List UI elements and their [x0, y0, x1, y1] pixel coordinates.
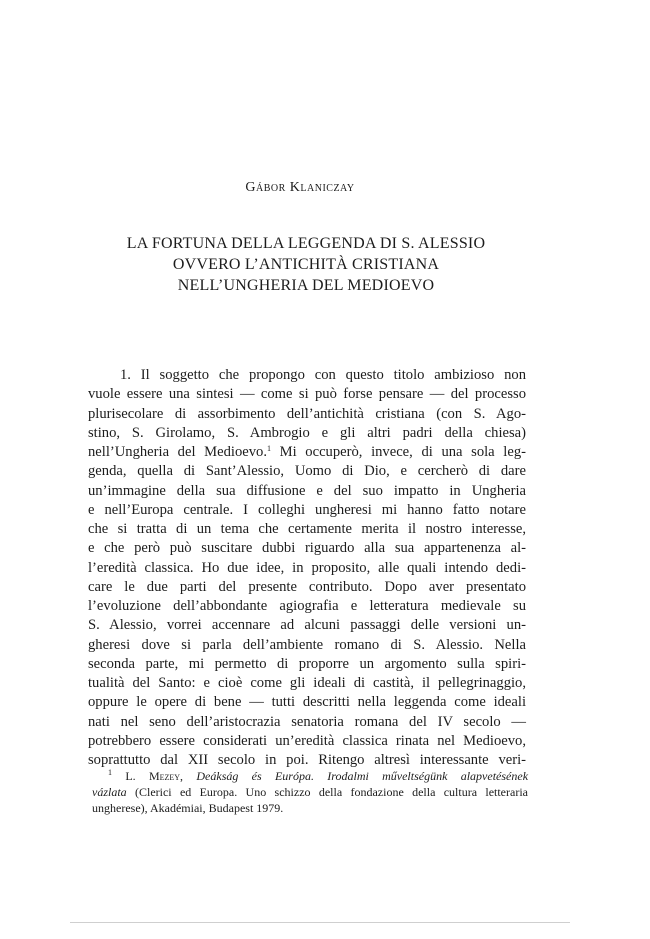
article-title [0, 233, 612, 296]
title-line: OVVERO L’ANTICHITÀ CRISTIANA [172, 256, 440, 273]
body-line: seconda parte, mi permetto di proporre un argomento sulla spiri- [88, 655, 526, 672]
body-line: nati nel seno dell’aristocrazia senatoria romana del IV secolo — [88, 713, 526, 730]
footnote-work-title: Deákság és Európa. Irodalmi műveltségünk alapvetésének [196, 769, 529, 783]
footnote-line [92, 768, 528, 784]
body-line: gheresi dove si parla dell’ambiente romano di S. Alessio. Nella [88, 636, 526, 653]
footnote-marker: 1 [266, 444, 271, 453]
footnote [92, 768, 528, 816]
body-line-start: nell’Ungheria del Medioevo. [88, 444, 267, 460]
author-name: Gábor Klaniczay [245, 180, 355, 195]
body-line: l’eredità classica. Ho due idee, in proposito, alle quali intendo dedi- [88, 559, 526, 576]
body-paragraph [88, 366, 526, 770]
footnote-line [92, 784, 528, 800]
footnote-number: 1 [108, 768, 112, 777]
body-line: genda, quella di Sant’Alessio, Uomo di Dio, e cercherò di dare [88, 463, 526, 480]
body-line: plurisecolare di assorbimento dell’antichità cristiana (con S. Ago- [88, 405, 526, 422]
footnote-author: L. Mezey, [125, 769, 184, 783]
body-line: potrebbero essere considerati un’eredità classica rinata nel Medioevo, [88, 732, 526, 749]
body-line: e che però può suscitare dubbi riguardo alla sua appartenenza al- [88, 540, 526, 557]
body-line: stino, S. Girolamo, S. Ambrogio e gli altri padri della chiesa) [88, 424, 526, 441]
footnote-line: ungherese), Akadémiai, Budapest 1979. [92, 801, 284, 815]
body-line [88, 443, 526, 462]
body-line-end: Mi occuperò, invece, di una sola leg- [270, 444, 526, 460]
body-line: soprattutto dal XII secolo in poi. Ritengo altresì interessante veri- [88, 752, 526, 768]
body-line: care le due parti del presente contributo. Dopo aver presentato [88, 578, 526, 595]
bottom-scan-edge [70, 922, 570, 923]
body-line: S. Alessio, vorrei accennare ad alcuni passaggi delle versioni un- [88, 617, 526, 634]
footnote-work-title-end: vázlata [92, 785, 127, 799]
body-line: vuole essere una sintesi — come si può forse pensare — del processo [88, 386, 526, 403]
title-line: LA FORTUNA DELLA LEGGENDA DI S. ALESSIO [126, 235, 486, 252]
body-line: l’evoluzione dell’abbondante agiografia e letteratura medievale su [88, 598, 526, 614]
footnote-translation: (Clerici ed Europa. Uno schizzo della fondazione della cultura letteraria [126, 785, 528, 799]
body-line: tualità del Santo: e cioè come gli ideali di castità, il pellegrinaggio, [88, 675, 526, 691]
body-line: che si tratta di un tema che certamente merita il nostro interesse, [88, 521, 526, 537]
title-line: NELL’UNGHERIA DEL MEDIOEVO [177, 277, 435, 294]
body-line: 1. Il soggetto che propongo con questo titolo ambizioso non [120, 367, 526, 383]
body-line: e nell’Europa centrale. I colleghi ungheresi mi hanno fatto notare [88, 501, 526, 518]
body-line: un’immagine della sua diffusione e del suo impatto in Ungheria [88, 482, 526, 499]
body-line: oppure le opere di bene — tutti descritti nella leggenda come ideali [88, 694, 526, 711]
